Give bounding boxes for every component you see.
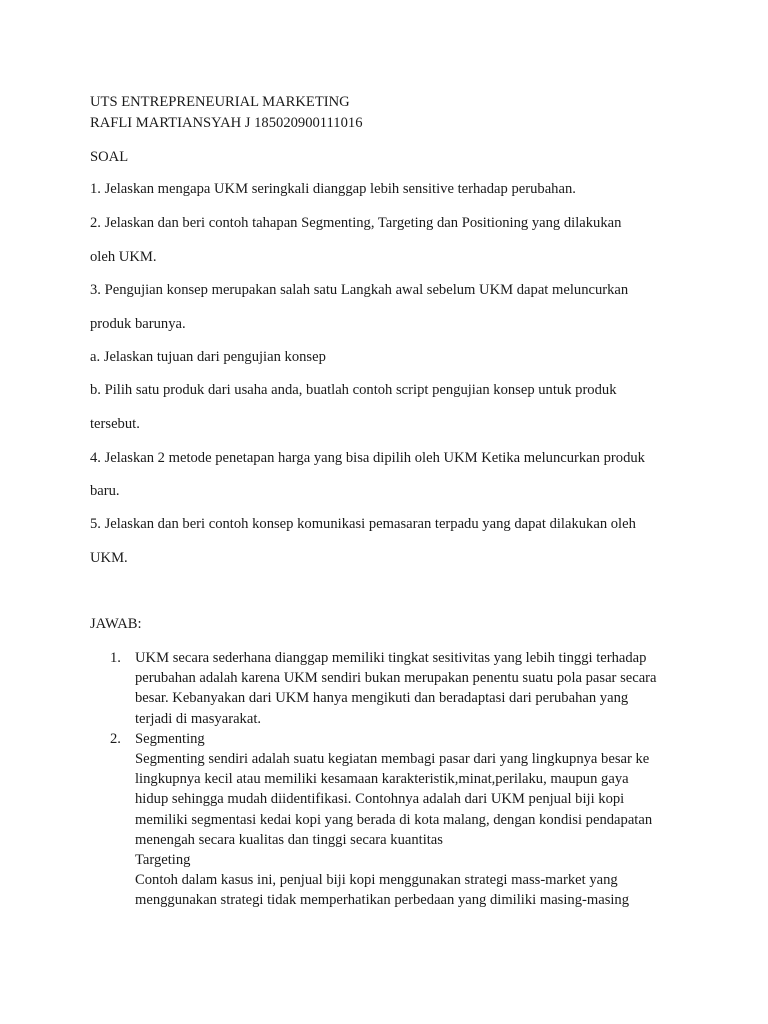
soal-line: 3. Pengujian konsep merupakan salah satu Langkah awal sebelum UKM dapat meluncurkan	[90, 282, 629, 298]
soal-line: baru.	[90, 483, 120, 499]
document-title: UTS ENTREPRENEURIAL MARKETING	[90, 94, 350, 110]
soal-line: 4. Jelaskan 2 metode penetapan harga yang bisa dipilih oleh UKM Ketika meluncurkan produk	[90, 450, 645, 466]
answer-number: 2.	[110, 730, 121, 747]
soal-line: b. Pilih satu produk dari usaha anda, buatlah contoh script pengujian konsep untuk produk	[90, 382, 617, 398]
jawab-heading: JAWAB:	[90, 616, 142, 632]
answer-line: terjadi di masyarakat.	[135, 710, 262, 727]
subheading-targeting: Targeting	[135, 852, 191, 869]
soal-line: 1. Jelaskan mengapa UKM seringkali dianggap lebih sensitive terhadap perubahan.	[90, 181, 576, 197]
answer-item	[90, 648, 690, 729]
answer-list	[90, 648, 690, 911]
answer-item	[90, 729, 690, 911]
soal-line: produk barunya.	[90, 316, 186, 332]
soal-line: a. Jelaskan tujuan dari pengujian konsep	[90, 349, 326, 365]
answer-line: perubahan adalah karena UKM sendiri bukan merupakan penentu suatu pola pasar secara	[135, 670, 657, 687]
soal-line: oleh UKM.	[90, 249, 157, 265]
answer-line: Contoh dalam kasus ini, penjual biji kopi menggunakan strategi mass-market yang	[135, 872, 618, 889]
subheading-segmenting: Segmenting	[135, 730, 205, 747]
soal-heading: SOAL	[90, 149, 129, 165]
soal-line: 2. Jelaskan dan beri contoh tahapan Segmenting, Targeting dan Positioning yang dilakukan	[90, 215, 622, 231]
author-line: RAFLI MARTIANSYAH J 185020900111016	[90, 115, 363, 131]
answer-line: Segmenting sendiri adalah suatu kegiatan membagi pasar dari yang lingkupnya besar ke	[135, 751, 650, 768]
soal-line: UKM.	[90, 550, 128, 566]
answer-line: menggunakan strategi tidak memperhatikan perbedaan yang dimiliki masing-masing	[135, 892, 630, 909]
answer-line: UKM secara sederhana dianggap memiliki tingkat sesitivitas yang lebih tinggi terhadap	[135, 650, 647, 666]
answer-line: lingkupnya kecil atau memiliki kesamaan karakteristik,minat,perilaku, maupun gaya	[135, 771, 629, 788]
soal-line: tersebut.	[90, 416, 140, 432]
answer-line: hidup sehingga mudah diidentifikasi. Contohnya adalah dari UKM penjual biji kopi	[135, 791, 625, 808]
answer-line: memiliki segmentasi kedai kopi yang berada di kota malang, dengan kondisi pendapatan	[135, 811, 653, 828]
answer-line: menengah secara kualitas dan tinggi secara kuantitas	[135, 831, 443, 848]
soal-line: 5. Jelaskan dan beri contoh konsep komunikasi pemasaran terpadu yang dapat dilakukan oleh	[90, 516, 636, 532]
answer-number: 1.	[110, 650, 121, 666]
answer-line: besar. Kebanyakan dari UKM hanya mengikuti dan beradaptasi dari perubahan yang	[135, 690, 629, 707]
